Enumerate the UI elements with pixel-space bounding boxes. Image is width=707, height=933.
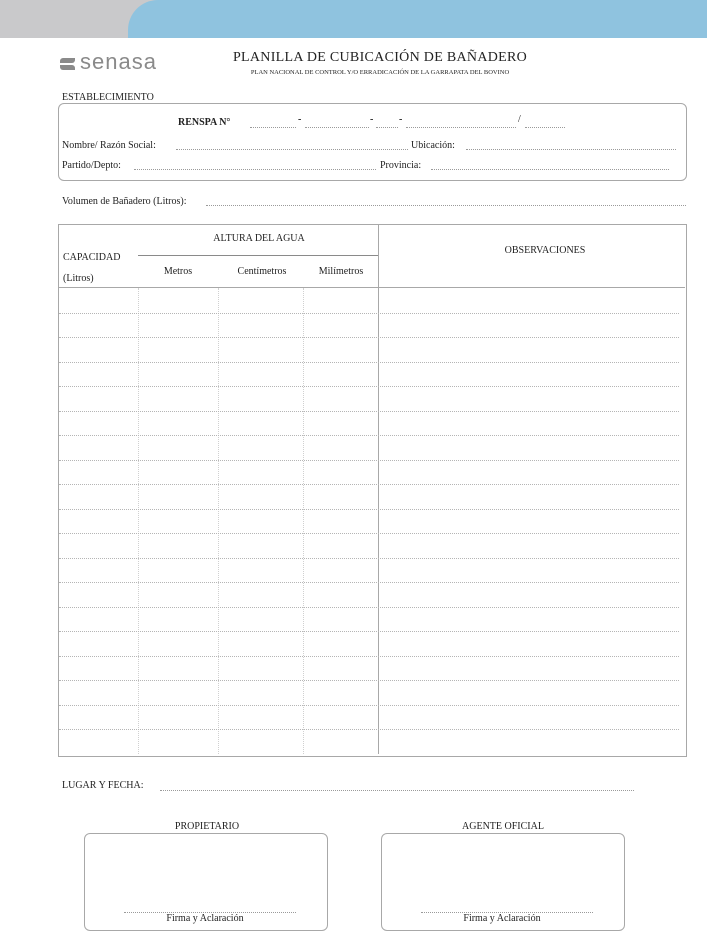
table-row[interactable] xyxy=(59,411,679,412)
page-title: PLANILLA DE CUBICACIÓN DE BAÑADERO xyxy=(232,50,528,65)
altura-underline xyxy=(138,255,378,256)
table-header-divider xyxy=(59,287,685,288)
renspa-slash: / xyxy=(518,114,521,125)
table-row[interactable] xyxy=(59,435,679,436)
table-row[interactable] xyxy=(59,656,679,657)
lugar-fecha-field[interactable] xyxy=(160,789,634,791)
table-row[interactable] xyxy=(59,631,679,632)
renspa-field-2[interactable] xyxy=(305,126,369,128)
col-line xyxy=(303,288,304,754)
metros-header: Metros xyxy=(163,266,193,277)
table-row[interactable] xyxy=(59,582,679,583)
capacidad-header: CAPACIDAD xyxy=(63,252,121,263)
table-row[interactable] xyxy=(59,558,679,559)
table-row[interactable] xyxy=(59,533,679,534)
page-subtitle: PLAN NACIONAL DE CONTROL Y/O ERRADICACIÓN DE LA GARRAPATA DEL BOVINO xyxy=(250,69,510,76)
table-row[interactable] xyxy=(59,362,679,363)
renspa-field-5[interactable] xyxy=(525,126,565,128)
renspa-separator: - xyxy=(399,114,403,125)
agente-firma-label: Firma y Aclaración xyxy=(463,913,541,924)
renspa-separator: - xyxy=(298,114,302,125)
establecimiento-label: ESTABLECIMIENTO xyxy=(62,92,154,103)
table-row[interactable] xyxy=(59,509,679,510)
litros-header: (Litros) xyxy=(63,273,94,284)
table-row[interactable] xyxy=(59,460,679,461)
volumen-label: Volumen de Bañadero (Litros): xyxy=(62,196,187,207)
renspa-field-1[interactable] xyxy=(250,126,296,128)
nombre-label: Nombre/ Razón Social: xyxy=(62,140,156,151)
table-row[interactable] xyxy=(59,607,679,608)
table-row[interactable] xyxy=(59,313,679,314)
col-line xyxy=(218,288,219,754)
cubicacion-table xyxy=(58,224,687,757)
table-row[interactable] xyxy=(59,705,679,706)
renspa-field-3[interactable] xyxy=(376,126,398,128)
table-row[interactable] xyxy=(59,729,679,730)
logo-mark-icon xyxy=(60,58,75,70)
milimetros-header: Milímetros xyxy=(318,266,364,277)
logo-text: senasa xyxy=(80,49,157,74)
partido-field[interactable] xyxy=(134,168,376,170)
centimetros-header: Centímetros xyxy=(237,266,287,277)
table-row[interactable] xyxy=(59,337,679,338)
lugar-fecha-label: LUGAR Y FECHA: xyxy=(62,780,144,791)
observaciones-header: OBSERVACIONES xyxy=(504,245,586,256)
col-line xyxy=(138,288,139,754)
nombre-field[interactable] xyxy=(176,148,408,150)
col-line xyxy=(378,224,379,754)
volumen-field[interactable] xyxy=(206,204,686,206)
provincia-label: Provincia: xyxy=(380,160,422,171)
renspa-separator: - xyxy=(370,114,374,125)
ubicacion-field[interactable] xyxy=(466,148,676,150)
table-row[interactable] xyxy=(59,680,679,681)
propietario-label: PROPIETARIO xyxy=(174,821,240,832)
ubicacion-label: Ubicación: xyxy=(411,140,455,151)
partido-label: Partido/Depto: xyxy=(62,160,121,171)
table-row[interactable] xyxy=(59,386,679,387)
provincia-field[interactable] xyxy=(431,168,669,170)
renspa-label: RENSPA N° xyxy=(178,117,231,128)
propietario-firma-label: Firma y Aclaración xyxy=(166,913,244,924)
altura-header: ALTURA DEL AGUA xyxy=(213,233,305,244)
renspa-field-4[interactable] xyxy=(406,126,516,128)
agente-label: AGENTE OFICIAL xyxy=(462,821,544,832)
table-row[interactable] xyxy=(59,484,679,485)
header-bottom-white xyxy=(0,38,707,44)
